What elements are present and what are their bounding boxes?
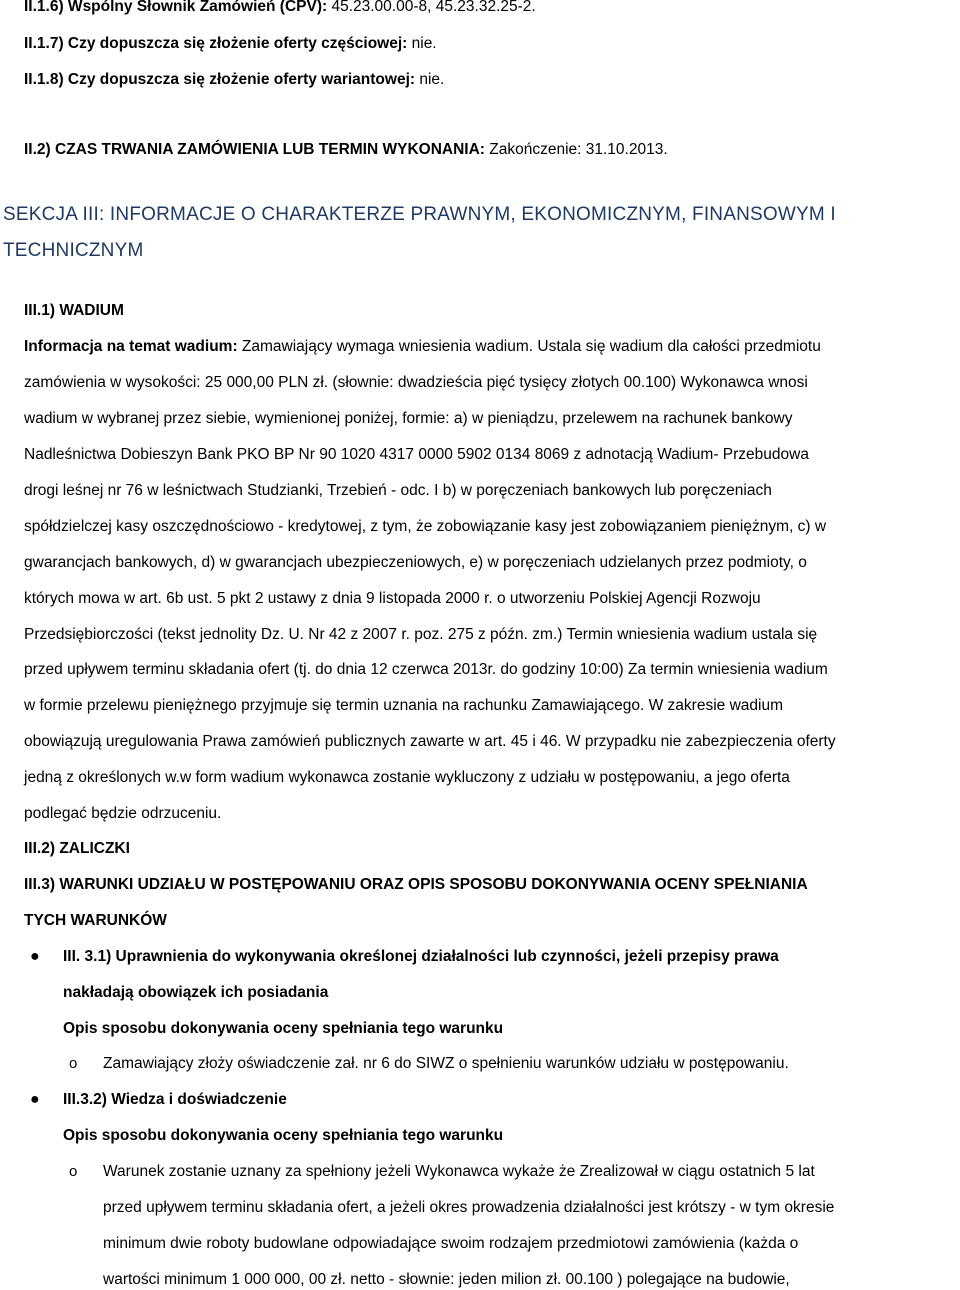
cpv-value: 45.23.00.00-8, 45.23.32.25-2. (331, 0, 536, 15)
item-1-title-line1: III. 3.1) Uprawnienia do wykonywania określonej działalności lub czynności, jeżeli przepisy prawa (63, 948, 779, 965)
sub-bullet-icon: o (69, 1055, 78, 1072)
duration-line (24, 140, 668, 160)
wadium-para-text-0: Zamawiający wymaga wniesienia wadium. Ustala się wadium dla całości przedmiotu (241, 338, 821, 355)
item-1-title-line2: nakładają obowiązek ich posiadania (63, 984, 329, 1001)
cpv-label: II.1.6) Wspólny Słownik Zamówień (CPV): (24, 0, 332, 15)
bullet-icon: ● (30, 948, 40, 965)
partial-offer-label: II.1.7) Czy dopuszcza się złożenie oferty częściowej: (24, 35, 412, 52)
section-3-heading-line2: TECHNICZNYM (3, 240, 144, 261)
wadium-para-line-13: podlegać będzie odrzuceniu. (24, 805, 222, 822)
partial-offer-value: nie. (411, 35, 437, 52)
partial-offer-line (24, 34, 437, 54)
item-1-sub-0: Zamawiający złoży oświadczenie zał. nr 6 do SIWZ o spełnieniu warunków udziału w postępowaniu. (103, 1055, 789, 1072)
wadium-para-line-10: w formie przelewu pieniężnego przyjmuje się termin uznania na rachunku Zamawiającego. W zakresie wadium (24, 697, 783, 714)
section-3-heading-line1: SEKCJA III: INFORMACJE O CHARAKTERZE PRAWNYM, EKONOMICZNYM, FINANSOWYM I (3, 204, 836, 225)
wadium-para-line-8: Przedsiębiorczości (tekst jednolity Dz. U. Nr 42 z 2007 r. poz. 275 z późn. zm.) Termin wniesienia wadium ustala się (24, 626, 818, 643)
wadium-para-line-9: przed upływem terminu składania ofert (tj. do dnia 12 czerwca 2013r. do godziny 10:00) Za termin wniesienia wadium (24, 661, 828, 678)
duration-label: II.2) CZAS TRWANIA ZAMÓWIENIA LUB TERMIN WYKONANIA: (24, 141, 490, 158)
zaliczki-title: III.2) ZALICZKI (24, 840, 130, 857)
sub-bullet-icon: o (69, 1163, 78, 1180)
wadium-para-line-2: wadium w wybranej przez siebie, wymienionej poniżej, formie: a) w pieniądzu, przelewem na rachunek bankowy (24, 410, 793, 427)
wadium-para-line-7: których mowa w art. 6b ust. 5 pkt 2 ustawy z dnia 9 listopada 2000 r. o utworzeniu Polskiej Agencji Rozwoju (24, 590, 761, 607)
wadium-para-line-4: drogi leśnej nr 76 w leśnictwach Studzianki, Trzebień - odc. I b) w poręczeniach bankowych lub poręczeniach (24, 482, 772, 499)
wadium-para-line-12: jedną z określonych w.w form wadium wykonawca zostanie wykluczony z udziału w postępowaniu, a jego oferta (24, 769, 790, 786)
wadium-para-line-1: zamówienia w wysokości: 25 000,00 PLN zł. (słownie: dwadzieścia pięć tysięcy złotych 00.100) Wykonawca wnosi (24, 374, 808, 391)
item-2-title: III.3.2) Wiedza i doświadczenie (63, 1091, 287, 1108)
item-2-opis: Opis sposobu dokonywania oceny spełniania tego warunku (63, 1127, 504, 1144)
wadium-para-line-6: gwarancjach bankowych, d) w gwarancjach ubezpieczeniowych, e) w poręczeniach udzielanych przez podmioty, o (24, 554, 807, 571)
variant-offer-label: II.1.8) Czy dopuszcza się złożenie oferty wariantowej: (24, 71, 420, 88)
wadium-title: III.1) WADIUM (24, 302, 124, 319)
variant-offer-value: nie. (419, 71, 445, 88)
wadium-para-line-5: spółdzielczej kasy oszczędnościowo - kredytowej, z tym, że zobowiązanie kasy jest zobowiązaniem pieniężnym, c) w (24, 518, 827, 535)
item-2-sub-3: wartości minimum 1 000 000, 00 zł. netto - słownie: jeden milion zł. 00.100 ) polegające na budowie, (103, 1271, 790, 1288)
item-1-opis: Opis sposobu dokonywania oceny spełniania tego warunku (63, 1020, 504, 1037)
duration-value: Zakończenie: 31.10.2013. (489, 141, 668, 158)
wadium-info-label: Informacja na temat wadium: (24, 338, 242, 355)
wadium-para-line-11: obowiązują uregulowania Prawa zamówień publicznych zawarte w art. 45 i 46. W przypadku nie zabezpieczenia oferty (24, 733, 836, 750)
cpv-line (24, 0, 536, 17)
item-2-sub-0: Warunek zostanie uznany za spełniony jeżeli Wykonawca wykaże że Zrealizował w ciągu ostatnich 5 lat (103, 1163, 815, 1180)
wadium-para-line-0 (24, 337, 821, 357)
warunki-title-line2: TYCH WARUNKÓW (24, 912, 167, 929)
item-2-sub-2: minimum dwie roboty budowlane odpowiadające swoim rodzajem przedmiotowi zamówienia (każda o (103, 1235, 799, 1252)
bullet-icon: ● (30, 1091, 40, 1108)
item-2-sub-1: przed upływem terminu składania ofert, a jeżeli okres prowadzenia działalności jest krótszy - w tym okresie (103, 1199, 835, 1216)
wadium-para-line-3: Nadleśnictwa Dobieszyn Bank PKO BP Nr 90 1020 4317 0000 5902 0134 8069 z adnotacją Wadium- Przebudowa (24, 446, 809, 463)
variant-offer-line (24, 70, 444, 90)
warunki-title-line1: III.3) WARUNKI UDZIAŁU W POSTĘPOWANIU ORAZ OPIS SPOSOBU DOKONYWANIA OCENY SPEŁNIANIA (24, 876, 808, 893)
